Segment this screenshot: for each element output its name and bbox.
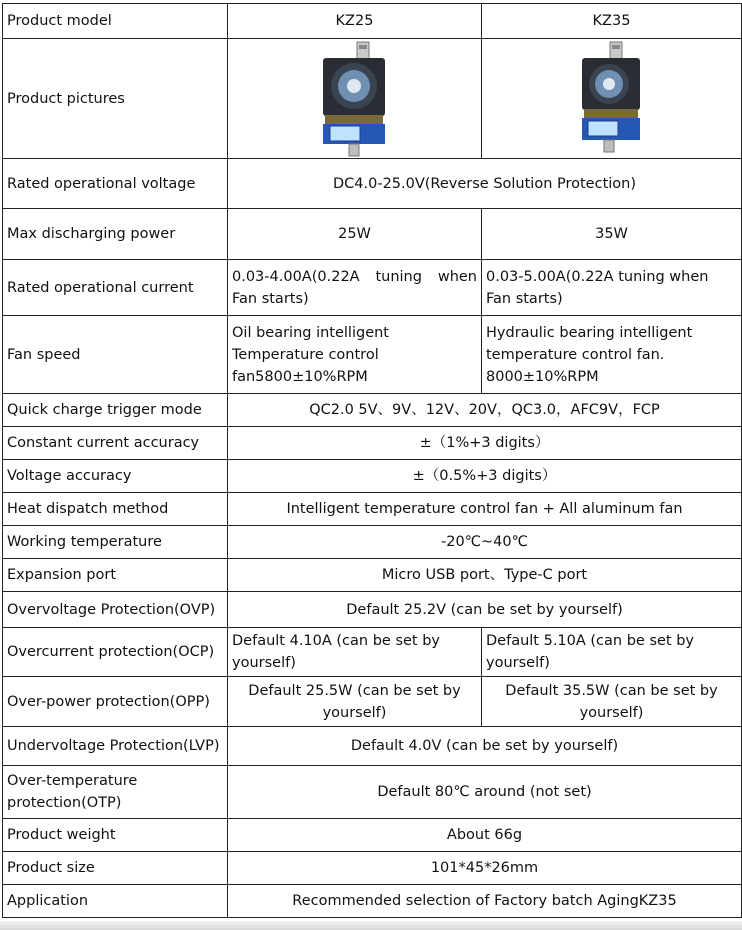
label-rated-current: Rated operational current: [3, 260, 228, 316]
row-rated-voltage: [3, 159, 742, 209]
label-quick-charge: Quick charge trigger mode: [3, 394, 228, 427]
row-ovp: [3, 592, 742, 628]
kz35-rated-current: 0.03-5.00A(0.22A tuning when Fan starts): [482, 260, 742, 316]
row-work-temp: [3, 526, 742, 559]
row-weight: [3, 819, 742, 852]
kz25-fan-speed: Oil bearing intelligent Temperature control fan5800±10%RPM: [228, 316, 482, 394]
label-heat: Heat dispatch method: [3, 493, 228, 526]
label-work-temp: Working temperature: [3, 526, 228, 559]
value-lvp: Default 4.0V (can be set by yourself): [228, 727, 742, 766]
row-otp: [3, 766, 742, 819]
kz25-model: KZ25: [228, 4, 482, 39]
bottom-shadow: [0, 921, 742, 930]
kz25-product-image: [305, 40, 405, 158]
label-size: Product size: [3, 852, 228, 885]
label-lvp: Undervoltage Protection(LVP): [3, 727, 228, 766]
value-quick-charge: QC2.0 5V、9V、12V、20V，QC3.0，AFC9V，FCP: [228, 394, 742, 427]
kz35-max-power: 35W: [482, 209, 742, 260]
label-cc-accuracy: Constant current accuracy: [3, 427, 228, 460]
kz35-ocp: Default 5.10A (can be set by yourself): [482, 628, 742, 677]
kz35-opp: Default 35.5W (can be set by yourself): [482, 677, 742, 727]
row-v-accuracy: [3, 460, 742, 493]
row-cc-accuracy: [3, 427, 742, 460]
label-weight: Product weight: [3, 819, 228, 852]
value-ovp: Default 25.2V (can be set by yourself): [228, 592, 742, 628]
label-v-accuracy: Voltage accuracy: [3, 460, 228, 493]
kz25-ocp: Default 4.10A (can be set by yourself): [228, 628, 482, 677]
value-weight: About 66g: [228, 819, 742, 852]
label-product-model: Product model: [3, 4, 228, 39]
row-fan-speed: [3, 316, 742, 394]
value-application: Recommended selection of Factory batch AgingKZ35: [228, 885, 742, 918]
label-rated-voltage: Rated operational voltage: [3, 159, 228, 209]
row-lvp: [3, 727, 742, 766]
value-heat: Intelligent temperature control fan + All aluminum fan: [228, 493, 742, 526]
value-v-accuracy: ±（0.5%+3 digits）: [228, 460, 742, 493]
label-ovp: Overvoltage Protection(OVP): [3, 592, 228, 628]
row-rated-current: [3, 260, 742, 316]
value-size: 101*45*26mm: [228, 852, 742, 885]
row-ocp: [3, 628, 742, 677]
kz25-rated-current: 0.03-4.00A(0.22A tuning when Fan starts): [228, 260, 482, 316]
spec-table: [2, 3, 742, 918]
label-max-power: Max discharging power: [3, 209, 228, 260]
kz35-fan-speed: Hydraulic bearing intelligent temperature control fan. 8000±10%RPM: [482, 316, 742, 394]
row-max-power: [3, 209, 742, 260]
value-work-temp: -20℃~40℃: [228, 526, 742, 559]
kz35-picture-cell: [482, 39, 742, 159]
kz25-opp: Default 25.5W (can be set by yourself): [228, 677, 482, 727]
row-product-model: [3, 4, 742, 39]
row-heat: [3, 493, 742, 526]
value-otp: Default 80℃ around (not set): [228, 766, 742, 819]
label-ocp: Overcurrent protection(OCP): [3, 628, 228, 677]
row-expansion: [3, 559, 742, 592]
label-fan-speed: Fan speed: [3, 316, 228, 394]
row-opp: [3, 677, 742, 727]
row-product-pictures: [3, 39, 742, 159]
label-otp: Over-temperature protection(OTP): [3, 766, 228, 819]
row-size: [3, 852, 742, 885]
row-quick-charge: [3, 394, 742, 427]
value-expansion: Micro USB port、Type-C port: [228, 559, 742, 592]
label-product-pictures: Product pictures: [3, 39, 228, 159]
kz25-picture-cell: [228, 39, 482, 159]
value-cc-accuracy: ±（1%+3 digits）: [228, 427, 742, 460]
kz25-max-power: 25W: [228, 209, 482, 260]
kz35-product-image: [562, 40, 662, 158]
value-rated-voltage: DC4.0-25.0V(Reverse Solution Protection): [228, 159, 742, 209]
label-opp: Over-power protection(OPP): [3, 677, 228, 727]
kz35-model: KZ35: [482, 4, 742, 39]
label-application: Application: [3, 885, 228, 918]
label-expansion: Expansion port: [3, 559, 228, 592]
row-application: [3, 885, 742, 918]
